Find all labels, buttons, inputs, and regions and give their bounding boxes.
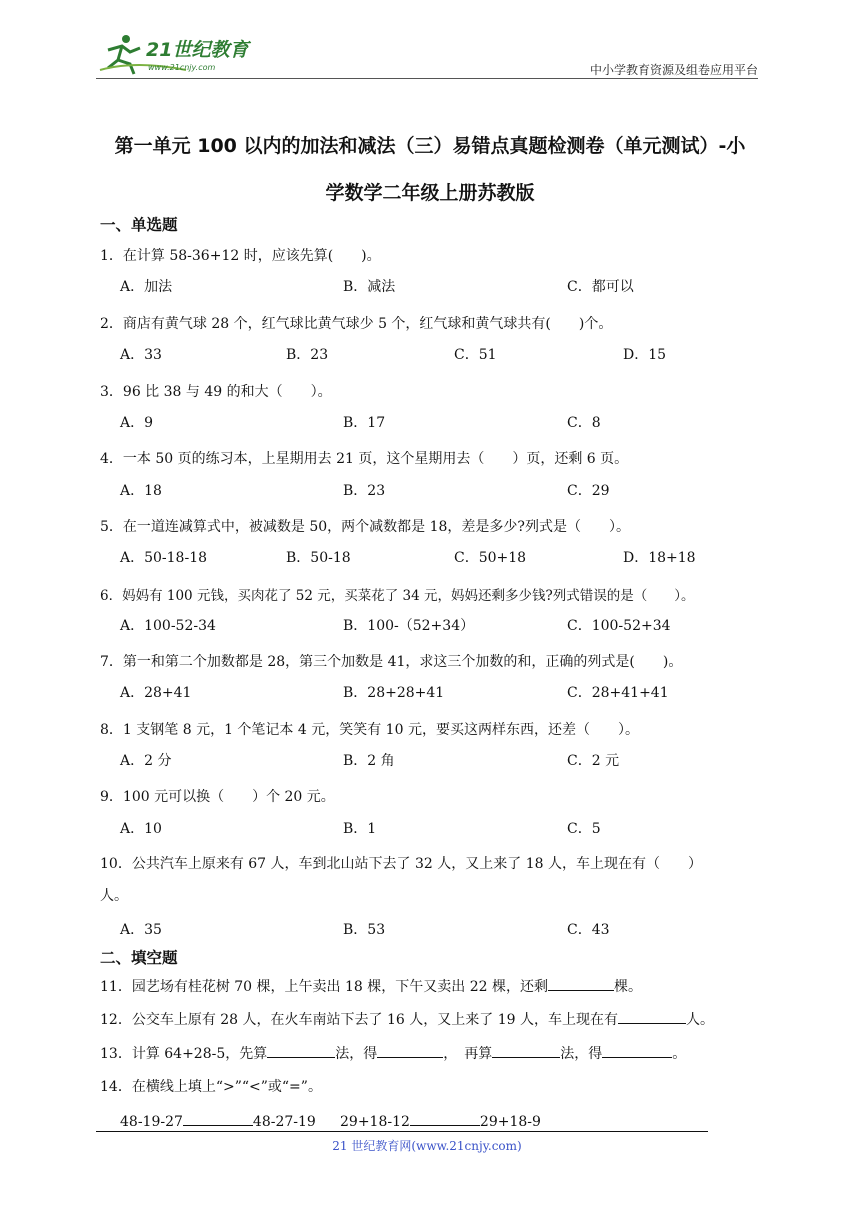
q13-text-b: 法，得: [335, 1046, 378, 1062]
question-2: 2．商店有黄气球 28 个，红气球比黄气球少 5 个，红气球和黄气球共有( )个。: [100, 316, 613, 332]
logo: [96, 30, 296, 78]
page-title-line2: 学数学二年级上册苏教版: [325, 182, 535, 204]
q14-e1-left: 48-19-27: [120, 1114, 183, 1130]
q3-option-c: C．8: [567, 415, 601, 431]
runner-logo-icon: [96, 30, 296, 78]
q5-option-d: D．18+18: [623, 550, 696, 566]
question-10-continued: 人。: [100, 888, 128, 904]
q5-option-c: C．50+18: [454, 550, 527, 566]
q4-option-a: A．18: [120, 483, 162, 499]
q2-option-d: D．15: [623, 347, 667, 363]
q7-option-b: B．28+28+41: [343, 685, 445, 701]
footer-divider: [96, 1131, 708, 1132]
q14-expression-2: [340, 1111, 541, 1130]
question-8: 8．1 支钢笔 8 元，1 个笔记本 4 元，笑笑有 10 元，要买这两样东西，还差（ ）。: [100, 722, 639, 738]
question-7: 7．第一和第二个加数都是 28，第三个加数是 41，求这三个加数的和，正确的列式是( )。: [100, 654, 683, 670]
question-10: 10．公共汽车上原来有 67 人，车到北山站下去了 32 人，又上来了 18 人，车上现在有（ ）: [100, 856, 702, 872]
q9-option-a: A．10: [120, 821, 162, 837]
q11-text-a: 11．园艺场有桂花树 70 棵，上午卖出 18 棵，下午又卖出 22 棵，还剩: [100, 979, 548, 995]
q1-option-b: B．减法: [343, 279, 396, 295]
q5-option-a: A．50-18-18: [120, 550, 208, 566]
q8-option-a: A．2 分: [120, 753, 172, 769]
q11-answer-blank[interactable]: [548, 976, 614, 991]
question-13: [100, 1043, 686, 1063]
question-9: 9．100 元可以换（ ）个 20 元。: [100, 789, 335, 805]
q1-option-a: A．加法: [120, 279, 173, 295]
q13-blank-1[interactable]: [267, 1043, 335, 1058]
q14-e2-right: 29+18-9: [479, 1114, 541, 1130]
question-14: 14．在横线上填上“>”“<”或“=”。: [100, 1079, 322, 1095]
section-heading-single-choice: 一、单选题: [100, 216, 178, 234]
q5-option-b: B．50-18: [286, 550, 351, 566]
q14-blank-1[interactable]: [183, 1111, 253, 1126]
question-12: [100, 1009, 714, 1029]
q10-option-b: B．53: [343, 922, 386, 938]
q2-option-a: A．33: [120, 347, 162, 363]
q13-text-e: 。: [672, 1046, 687, 1062]
q7-option-c: C．28+41+41: [567, 685, 669, 701]
logo-url: www.21cnjy.com: [148, 63, 216, 72]
page-title-line1: 第一单元 100 以内的加法和减法（三）易错点真题检测卷（单元测试）-小: [114, 135, 746, 157]
q14-blank-2[interactable]: [410, 1111, 480, 1126]
q14-e2-left: 29+18-12: [340, 1114, 410, 1130]
q1-option-c: C．都可以: [567, 279, 634, 295]
q13-blank-3[interactable]: [492, 1043, 560, 1058]
question-5: 5．在一道连减算式中，被减数是 50，两个减数都是 18，差是多少?列式是（ ）。: [100, 519, 630, 535]
footer-text[interactable]: 21 世纪教育网(www.21cnjy.com): [332, 1139, 522, 1153]
q11-text-b: 棵。: [613, 979, 642, 995]
q12-text-a: 12．公交车上原有 28 人，在火车南站下去了 16 人，又上来了 19 人，车上现在有: [100, 1012, 618, 1028]
q14-e1-right: 48-27-19: [252, 1114, 316, 1130]
q13-blank-2[interactable]: [377, 1043, 443, 1058]
header-divider: [96, 78, 758, 79]
q9-option-b: B．1: [343, 821, 377, 837]
q2-option-c: C．51: [454, 347, 497, 363]
question-1: 1．在计算 58-36+12 时，应该先算( )。: [100, 248, 381, 264]
question-11: [100, 976, 642, 996]
question-6: 6．妈妈有 100 元钱，买肉花了 52 元，买菜花了 34 元，妈妈还剩多少钱?列式错误的是（ ）。: [100, 588, 695, 604]
q8-option-b: B．2 角: [343, 753, 395, 769]
q7-option-a: A．28+41: [120, 685, 192, 701]
q10-option-c: C．43: [567, 922, 610, 938]
q4-option-b: B．23: [343, 483, 386, 499]
question-3: 3．96 比 38 与 49 的和大（ ）。: [100, 384, 332, 400]
question-4: 4．一本 50 页的练习本，上星期用去 21 页，这个星期用去（ ）页，还剩 6 页。: [100, 451, 629, 467]
q12-answer-blank[interactable]: [618, 1009, 686, 1024]
platform-name: 中小学教育资源及组卷应用平台: [589, 63, 758, 77]
q3-option-b: B．17: [343, 415, 386, 431]
q4-option-c: C．29: [567, 483, 610, 499]
q6-option-c: C．100-52+34: [567, 618, 671, 634]
q6-option-b: B．100-（52+34）: [343, 618, 475, 634]
section-heading-fill-blank: 二、填空题: [100, 949, 178, 967]
page-header: [96, 30, 758, 78]
logo-text: 21世纪教育: [146, 39, 249, 61]
q14-expression-1: [120, 1111, 316, 1130]
q13-blank-4[interactable]: [602, 1043, 672, 1058]
q10-option-a: A．35: [120, 922, 162, 938]
q13-text-d: 法，得: [560, 1046, 603, 1062]
q13-text-c: ， 再算: [443, 1046, 493, 1062]
q2-option-b: B．23: [286, 347, 329, 363]
q9-option-c: C．5: [567, 821, 601, 837]
q6-option-a: A．100-52-34: [120, 618, 216, 634]
q3-option-a: A．9: [120, 415, 154, 431]
q12-text-b: 人。: [685, 1012, 714, 1028]
q13-text-a: 13．计算 64+28-5，先算: [100, 1046, 268, 1062]
q8-option-c: C．2 元: [567, 753, 620, 769]
